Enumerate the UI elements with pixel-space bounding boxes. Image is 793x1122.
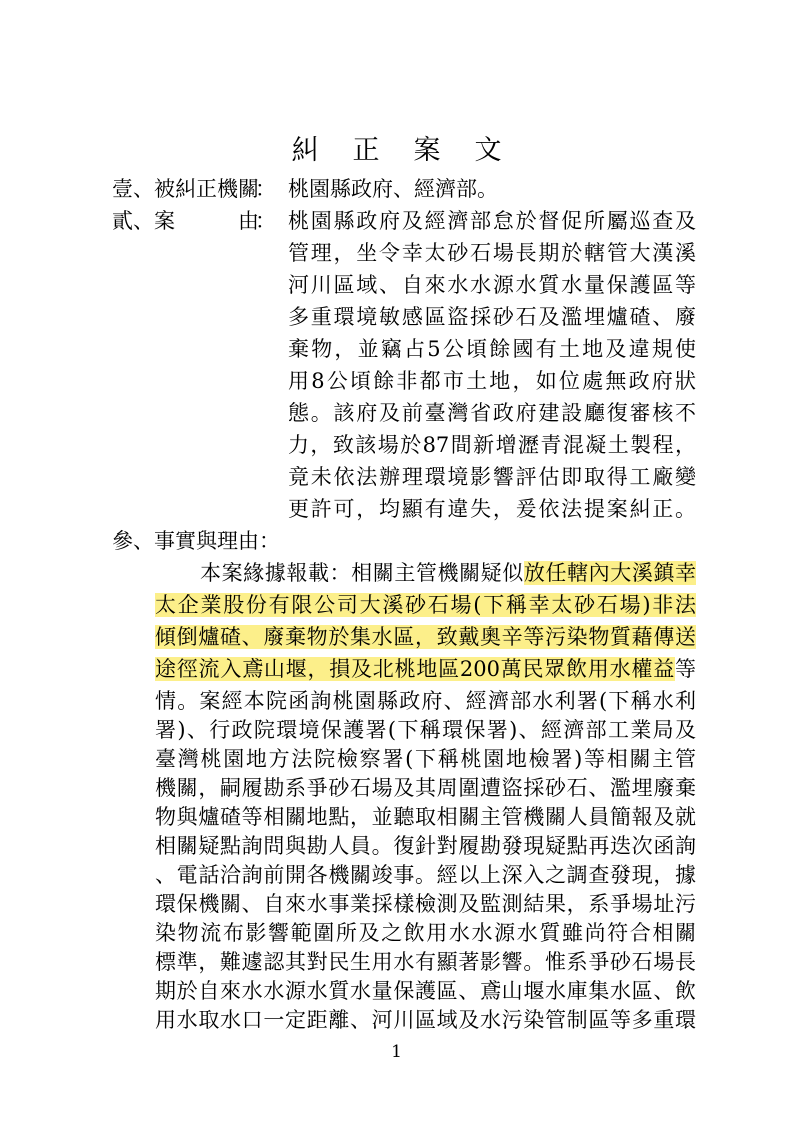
section1-label: 壹、被糾正機關: [112, 177, 259, 201]
section3-line: 署)、行政院環境保護署(下稱環保署)、經濟部工業局及: [155, 718, 696, 742]
section3-line: [200, 558, 696, 588]
section2-line: 管理，坐令幸太砂石場長期於轄管大漢溪: [288, 241, 696, 265]
section2-line: 竟未依法辦理環境影響評估即取得工廠變: [288, 465, 696, 489]
section2-line: 桃園縣政府及經濟部怠於督促所屬巡查及: [288, 209, 696, 233]
section3-line: 情。案經本院函詢桃園縣政府、經濟部水利署(下稱水利: [155, 689, 696, 713]
section3-line: 、電話洽詢前開各機關竣事。經以上深入之調查發現，據: [155, 863, 696, 887]
section2-line: 多重環境敏感區盜採砂石及濫埋爐碴、廢: [288, 305, 696, 329]
section3-line: [155, 590, 696, 620]
section3-line: 環保機關、自來水事業採樣檢測及監測結果，系爭場址污: [155, 892, 696, 916]
section2-line: 更許可，均顯有違失，爰依法提案糾正。: [288, 497, 696, 521]
section2-line: 力，致該場於87間新增瀝青混凝土製程，: [288, 433, 696, 457]
section2-line: 用8公頃餘非都市土地，如位處無政府狀: [288, 369, 696, 393]
page-number: 1: [391, 1042, 402, 1062]
section1-text: 桃園縣政府、經濟部。: [288, 177, 498, 201]
section3-line: 臺灣桃園地方法院檢察署(下稱桃園地檢署)等相關主管: [155, 747, 696, 771]
section1-colon: ：: [255, 177, 276, 201]
section3-line: [155, 622, 696, 652]
section3-line: 期於自來水水源水質水量保護區、鳶山堰水庫集水區、飲: [155, 979, 696, 1003]
section2-label: 貳、案 由: [112, 209, 259, 233]
section3-line: 用水取水口一定距離、河川區域及水污染管制區等多重環: [155, 1008, 696, 1032]
section3-line: [155, 654, 696, 684]
section3-label: 參、事實與理由：: [112, 529, 280, 553]
section3-line4-suffix: 等: [675, 657, 696, 681]
section3-line: 機關，嗣履勘系爭砂石場及其周圍遭盜採砂石、濫埋廢棄: [155, 776, 696, 800]
highlighted-text: 途徑流入鳶山堰，損及北桃地區200萬民眾飲用水權益: [155, 657, 675, 681]
section2-line: 態。該府及前臺灣省政府建設廳復審核不: [288, 401, 696, 425]
section2-line: 棄物，並竊占5公頃餘國有土地及違規使: [288, 337, 696, 361]
highlighted-text: 放任轄內大溪鎮幸: [523, 561, 697, 585]
page-title: 糾正案文: [291, 135, 536, 166]
section3-line: 標準，難遽認其對民生用水有顯著影響。惟系爭砂石場長: [155, 950, 696, 974]
section3-line: 物與爐碴等相關地點，並聽取相關主管機關人員簡報及就: [155, 805, 696, 829]
highlighted-text: 傾倒爐碴、廢棄物於集水區，致戴奧辛等污染物質藉傳送: [155, 625, 696, 649]
highlighted-text: 太企業股份有限公司大溪砂石場(下稱幸太砂石場)非法: [155, 593, 696, 617]
section2-colon: ：: [255, 209, 276, 233]
section2-line: 河川區域、自來水水源水質水量保護區等: [288, 273, 696, 297]
section3-line: 相關疑點詢問與勘人員。復針對履勘發現疑點再迭次函詢: [155, 834, 696, 858]
section3-line: 染物流布影響範圍所及之飲用水水源水質雖尚符合相關: [155, 921, 696, 945]
section3-line1-prefix: 本案緣據報載：相關主管機關疑似: [200, 561, 524, 585]
